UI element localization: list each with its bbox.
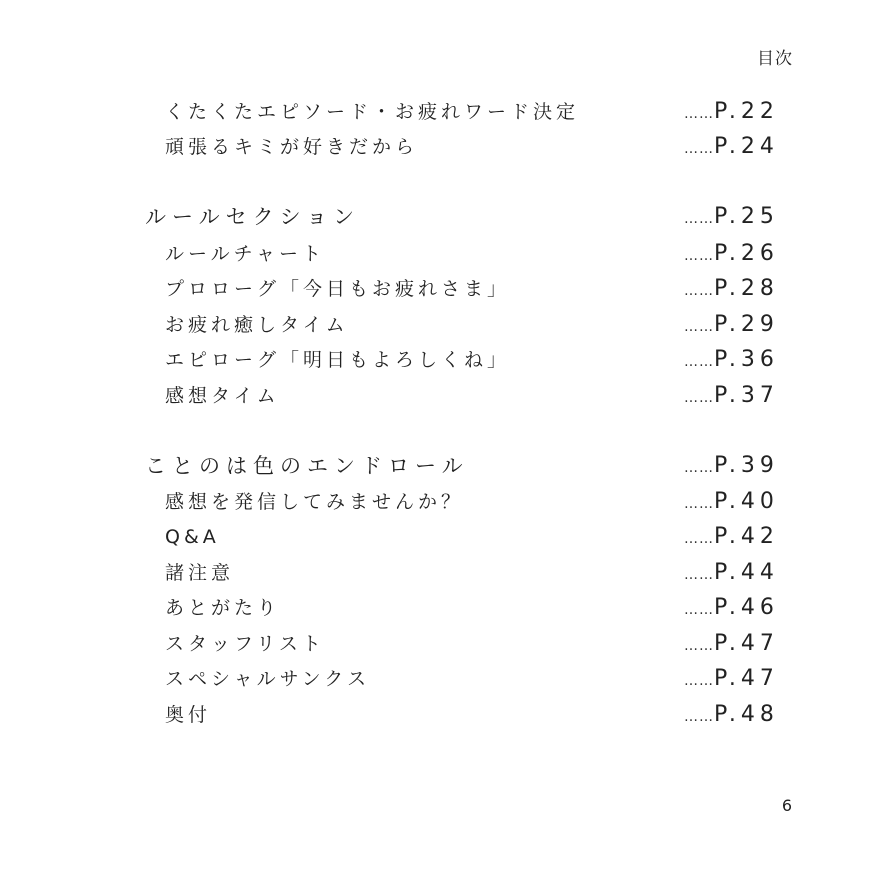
toc-entry[interactable] — [0, 593, 875, 623]
toc-entry[interactable] — [0, 310, 875, 340]
toc-entry-label: 奥付 — [165, 704, 212, 726]
toc-entry-page: P.44 — [714, 560, 779, 585]
toc-entry[interactable] — [0, 522, 875, 552]
toc-entry-label: ルールチャート — [165, 243, 326, 265]
dot-leader: …… — [684, 248, 714, 264]
toc-entry-label: Q&A — [165, 526, 220, 548]
dot-leader: …… — [684, 319, 714, 335]
dot-leader: …… — [684, 709, 714, 725]
toc-entry-page: P.40 — [714, 489, 779, 514]
toc-entry[interactable] — [0, 700, 875, 730]
toc-entry-page: P.48 — [714, 702, 779, 727]
toc-entry-page: P.24 — [714, 134, 779, 159]
toc-entry-page: P.22 — [714, 99, 779, 124]
toc-entry-label: 感想を発信してみませんか？ — [165, 491, 465, 513]
dot-leader: …… — [684, 567, 714, 583]
dot-leader: …… — [684, 283, 714, 299]
toc-entry-label: エピローグ「明日もよろしくね」 — [165, 349, 511, 371]
toc-entry-page-ref — [684, 522, 779, 554]
dot-leader: …… — [684, 354, 714, 370]
toc-entry-label: スタッフリスト — [165, 633, 325, 655]
toc-entry[interactable] — [0, 274, 875, 304]
dot-leader: …… — [684, 106, 714, 122]
toc-section[interactable] — [0, 202, 875, 232]
toc-entry-page-ref — [684, 700, 779, 732]
dot-leader: …… — [684, 141, 714, 157]
toc-entry-label: お疲れ癒しタイム — [165, 314, 349, 336]
toc-entry-page: P.29 — [714, 312, 779, 337]
toc-entry[interactable] — [0, 629, 875, 659]
toc-entry[interactable] — [0, 239, 875, 269]
toc-section-label: ルールセクション — [145, 205, 361, 229]
toc-section[interactable] — [0, 451, 875, 481]
toc-entry-page-ref — [684, 558, 779, 590]
toc-entry-page-ref — [684, 239, 779, 271]
toc-entry[interactable] — [0, 345, 875, 375]
toc-entry[interactable] — [0, 132, 875, 162]
toc-entry-label: 諸注意 — [165, 562, 235, 584]
dot-leader: …… — [684, 531, 714, 547]
toc-entry[interactable] — [0, 97, 875, 127]
toc-section-label: ことのは色のエンドロール — [145, 454, 469, 478]
toc-entry-page: P.47 — [714, 631, 779, 656]
dot-leader: …… — [684, 602, 714, 618]
toc-entry-page: P.42 — [714, 524, 779, 549]
toc-entry-label: 頑張るキミが好きだから — [165, 136, 419, 158]
dot-leader: …… — [684, 460, 714, 476]
dot-leader: …… — [684, 496, 714, 512]
toc-entry-page-ref — [684, 451, 779, 483]
toc-entry-page-ref — [684, 202, 779, 234]
toc-entry-page: P.39 — [714, 453, 779, 478]
dot-leader: …… — [684, 638, 714, 654]
toc-entry[interactable] — [0, 558, 875, 588]
toc-entry-page-ref — [684, 132, 779, 164]
toc-entry-page: P.37 — [714, 383, 779, 408]
toc-entry-label: スペシャルサンクス — [165, 668, 371, 690]
toc-entry-page: P.26 — [714, 241, 779, 266]
toc-entry-page: P.47 — [714, 666, 779, 691]
toc-entry-label: くたくたエピソード・お疲れワード決定 — [165, 101, 580, 123]
page-title: 目次 — [757, 49, 793, 69]
toc-entry-page-ref — [684, 664, 779, 696]
dot-leader: …… — [684, 211, 714, 227]
toc-entry-page-ref — [684, 345, 779, 377]
toc-entry[interactable] — [0, 487, 875, 517]
toc-entry-page-ref — [684, 97, 779, 129]
dot-leader: …… — [684, 673, 714, 689]
toc-entry-page: P.46 — [714, 595, 779, 620]
toc-entry[interactable] — [0, 381, 875, 411]
toc-entry-page-ref — [684, 310, 779, 342]
page-number: 6 — [781, 796, 792, 815]
toc-entry-page: P.36 — [714, 347, 779, 372]
toc-entry[interactable] — [0, 664, 875, 694]
toc-entry-page: P.28 — [714, 276, 779, 301]
toc-entry-page-ref — [684, 593, 779, 625]
toc-entry-page-ref — [684, 381, 779, 413]
toc-entry-page: P.25 — [714, 204, 779, 229]
toc-entry-label: プロローグ「今日もお疲れさま」 — [165, 278, 511, 300]
toc-entry-page-ref — [684, 487, 779, 519]
toc-entry-label: 感想タイム — [165, 385, 280, 407]
dot-leader: …… — [684, 390, 714, 406]
toc-entry-label: あとがたり — [165, 597, 281, 619]
toc-entry-page-ref — [684, 629, 779, 661]
toc-entry-page-ref — [684, 274, 779, 306]
